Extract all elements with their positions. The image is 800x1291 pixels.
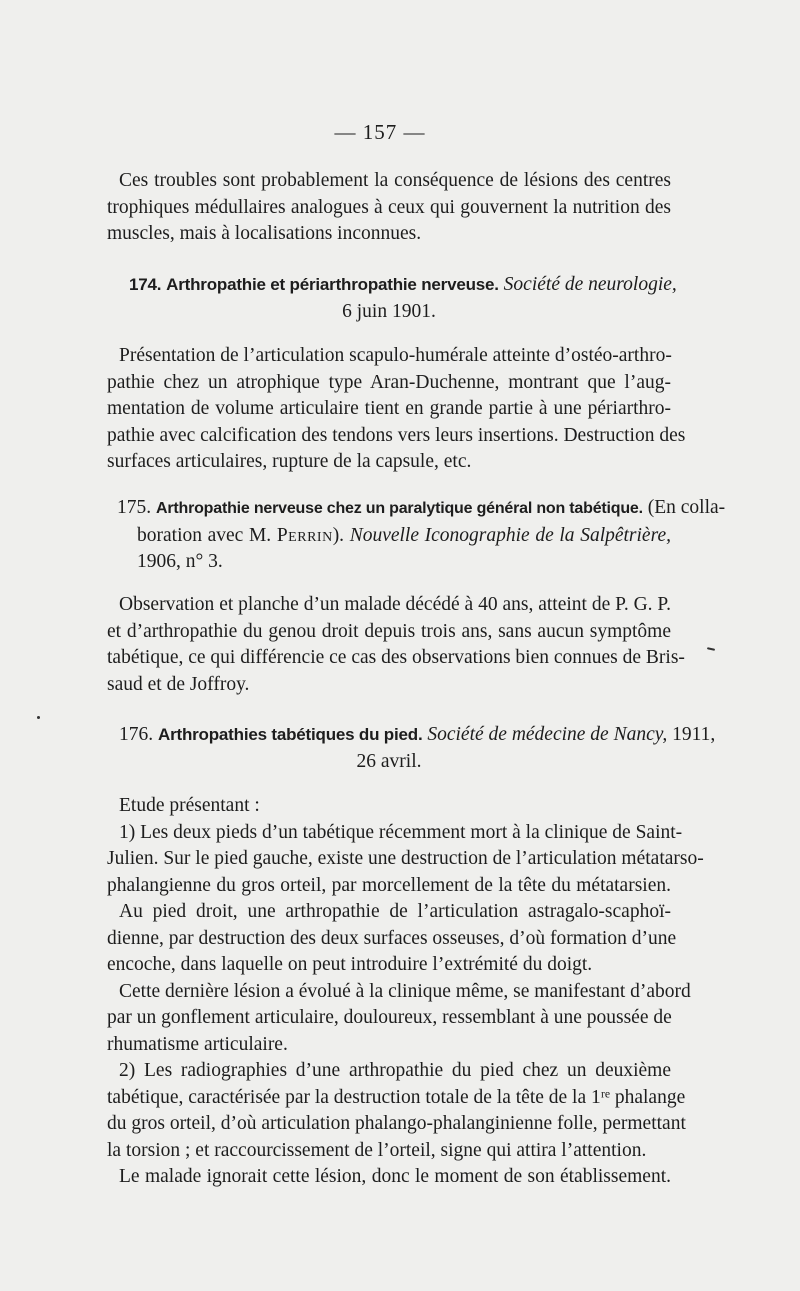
entry-heading-line <box>107 272 677 299</box>
scan-speck <box>37 716 40 719</box>
intro-line: muscles, mais à localisations inconnues. <box>107 223 422 244</box>
entry-source: Société de neurologie, <box>503 274 677 295</box>
entry-176-heading <box>107 722 716 775</box>
entry-number: 174. <box>129 275 162 294</box>
entry-heading-line <box>107 722 716 749</box>
page-number: — 157 — <box>334 120 426 144</box>
body-line: Observation et planche d’un malade décédé à 40 ans, atteint de P. G. P. <box>119 594 671 615</box>
intro-line: trophiques médullaires analogues à ceux qui gouvernent la nutrition des <box>107 196 671 218</box>
entry-citation: 1906, n° 3. <box>137 551 223 572</box>
entry-source: Société de médecine de Nancy, <box>427 724 668 745</box>
intro-line: Ces troubles sont probablement la conséquence de lésions des centres <box>119 170 671 191</box>
entry-title: Arthropathie nerveuse chez un paralytique général non tabétique. <box>156 500 643 517</box>
body-line: la torsion ; et raccourcissement de l’orteil, signe qui attira l’attention. <box>107 1139 647 1161</box>
body-line: tabétique, caractérisée par la destruction totale de la tête de la 1ʳᵉ phalange <box>107 1086 686 1108</box>
journal-name: Nouvelle Iconographie de la Salpêtrière, <box>349 524 671 546</box>
scan-mark <box>707 647 715 651</box>
entry-174-heading <box>107 272 677 325</box>
author-name: Perrin <box>276 524 333 546</box>
body-line: 2) Les radiographies d’une arthropathie du pied chez un deuxième <box>119 1060 671 1081</box>
body-line: 1) Les deux pieds d’un tabétique récemment mort à la clinique de Saint- <box>119 821 683 843</box>
body-line: pathie chez un atrophique type Aran-Duchenne, montrant que l’aug- <box>107 371 671 393</box>
entry-date: 6 juin 1901. <box>342 300 436 322</box>
body-line: rhumatisme articulaire. <box>107 1033 288 1055</box>
body-line: Le malade ignorait cette lésion, donc le moment de son établissement. <box>119 1166 671 1187</box>
entry-heading-line <box>107 495 726 523</box>
body-line: phalangienne du gros orteil, par morcellement de la tête du métatarsien. <box>107 874 671 896</box>
entry-175-body <box>107 592 685 698</box>
body-line: du gros orteil, d’où articulation phalango-phalanginienne folle, permettant <box>107 1113 686 1134</box>
body-line: Présentation de l’articulation scapulo-humérale atteinte d’ostéo-arthro- <box>119 345 672 366</box>
body-line: Etude présentant : <box>119 795 260 816</box>
body-line: Julien. Sur le pied gauche, existe une destruction de l’articulation métatarso- <box>107 848 704 869</box>
entry-title: Arthropathies tabétiques du pied. <box>158 725 423 744</box>
entry-year: 1911, <box>672 724 716 745</box>
body-line: Cette dernière lésion a évolué à la clinique même, se manifestant d’abord <box>119 980 691 1002</box>
entry-title: Arthropathie et périarthropathie nerveuse. <box>166 275 499 294</box>
body-line: et d’arthropathie du genou droit depuis trois ans, sans aucun symptôme <box>107 620 671 642</box>
entry-heading-line <box>107 523 671 550</box>
body-line: mentation de volume articulaire tient en grande partie à une périarthro- <box>107 398 671 419</box>
entry-174-body <box>107 343 686 476</box>
entry-number: 175. <box>117 497 152 518</box>
entry-176-body <box>107 793 704 1191</box>
intro-paragraph <box>107 168 671 248</box>
entry-number: 176. <box>119 724 154 745</box>
entry-date: 26 avril. <box>356 750 422 772</box>
body-line: tabétique, ce qui différencie ce cas des observations bien connues de Bris- <box>107 647 685 668</box>
collab-text: boration avec M. <box>137 524 272 546</box>
body-line: surfaces articulaires, rupture de la capsule, etc. <box>107 451 472 472</box>
body-line: Au pied droit, une arthropathie de l’articulation astragalo-scaphoï- <box>119 901 671 922</box>
body-line: encoche, dans laquelle on peut introduire l’extrémité du doigt. <box>107 954 593 975</box>
body-line: pathie avec calcification des tendons vers leurs insertions. Destruction des <box>107 424 686 446</box>
body-line: dienne, par destruction des deux surfaces osseuses, d’où formation d’une <box>107 927 677 949</box>
entry-title-tail: (En colla- <box>647 497 726 518</box>
collab-punct: ). <box>332 524 345 546</box>
body-line: par un gonflement articulaire, douloureux, ressemblant à une poussée de <box>107 1007 672 1028</box>
body-line: saud et de Joffroy. <box>107 673 250 695</box>
entry-175-heading <box>107 495 726 576</box>
